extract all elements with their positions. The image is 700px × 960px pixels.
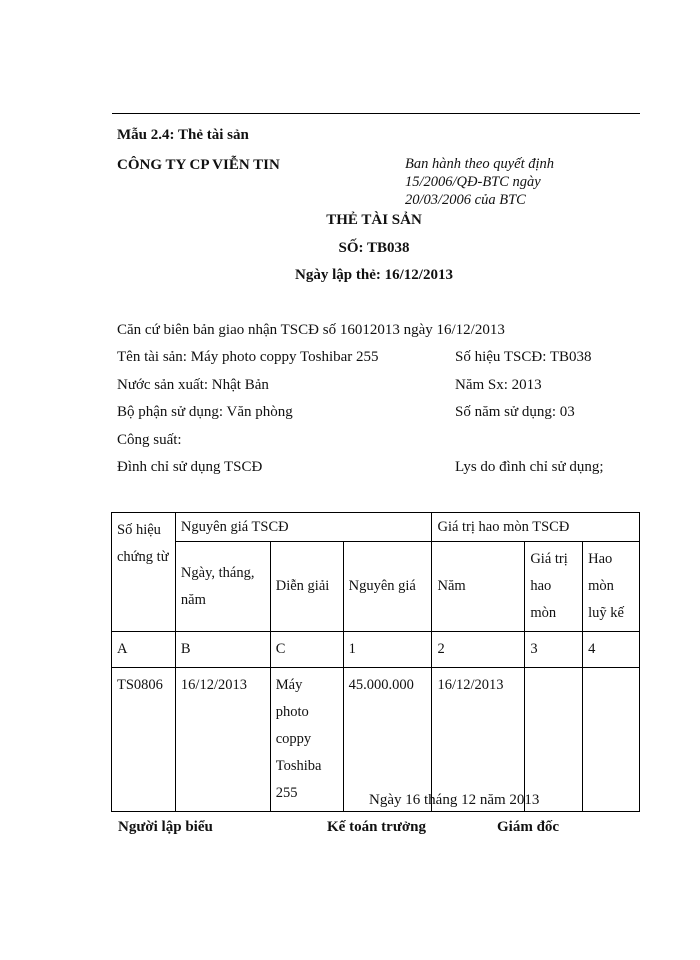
suspend-reason: Lys do đình chỉ sử dụng; (455, 459, 604, 475)
table-row (112, 668, 640, 812)
asset-name: Tên tài sản: Máy photo coppy Toshibar 255 (117, 349, 379, 365)
header-accumulated: Hao mòn luỹ kế (583, 542, 640, 632)
department: Bộ phận sử dụng: Văn phòng (117, 404, 293, 420)
code-cell: 3 (525, 632, 583, 668)
preparer-label: Người lập biểu (118, 819, 213, 835)
table-subheader-row (112, 542, 640, 632)
production-year: Năm Sx: 2013 (455, 377, 542, 393)
cell-date: 16/12/2013 (175, 668, 270, 812)
table-code-row (112, 632, 640, 668)
cell-cost: 45.000.000 (343, 668, 432, 812)
basis-line: Căn cứ biên bản giao nhận TSCĐ số 16012013 ngày 16/12/2013 (117, 322, 505, 338)
capacity: Công suất: (117, 432, 182, 448)
decree-line-3: 20/03/2006 của BTC (405, 192, 526, 208)
decree-line-2: 15/2006/QĐ-BTC ngày (405, 174, 541, 190)
table-header-row (112, 513, 640, 542)
code-cell: C (270, 632, 343, 668)
header-date: Ngày, tháng, năm (175, 542, 270, 632)
cell-voucher: TS0806 (112, 668, 176, 812)
code-cell: B (175, 632, 270, 668)
card-date: Ngày lập thẻ: 16/12/2013 (295, 267, 453, 283)
cell-description: Máy photo coppy Toshiba 255 (270, 668, 343, 812)
header-cost: Nguyên giá (343, 542, 432, 632)
card-title: THẺ TÀI SẢN (326, 212, 422, 228)
chief-accountant-label: Kế toán trưởng (327, 819, 426, 835)
top-rule (112, 113, 640, 114)
cell-depr-value (525, 668, 583, 812)
form-label: Mẫu 2.4: Thẻ tài sản (117, 127, 249, 143)
decree-note (405, 155, 605, 209)
code-cell: 4 (583, 632, 640, 668)
code-cell: 2 (432, 632, 525, 668)
code-cell: A (112, 632, 176, 668)
company-name: CÔNG TY CP VIỄN TIN (117, 157, 280, 173)
asset-code: Số hiệu TSCĐ: TB038 (455, 349, 592, 365)
asset-table (111, 512, 640, 812)
header-depr-value: Giá trị hao mòn (525, 542, 583, 632)
director-label: Giám đốc (497, 819, 560, 835)
card-number: SỐ: TB038 (338, 240, 410, 256)
cell-year: 16/12/2013 (432, 668, 525, 812)
header-original-cost: Nguyên giá TSCĐ (175, 513, 432, 542)
suspend-line: Đình chỉ sử dụng TSCĐ (117, 459, 263, 475)
code-cell: 1 (343, 632, 432, 668)
country-of-origin: Nước sản xuất: Nhật Bản (117, 377, 269, 393)
header-voucher: Số hiệu chứng từ (112, 513, 176, 632)
header-year: Năm (432, 542, 525, 632)
header-depreciation: Giá trị hao mòn TSCĐ (432, 513, 640, 542)
signing-date: Ngày 16 tháng 12 năm 2013 (369, 792, 540, 808)
header-description: Diễn giải (270, 542, 343, 632)
cell-accumulated (583, 668, 640, 812)
years-of-use: Số năm sử dụng: 03 (455, 404, 575, 420)
decree-line-1: Ban hành theo quyết định (405, 156, 555, 172)
